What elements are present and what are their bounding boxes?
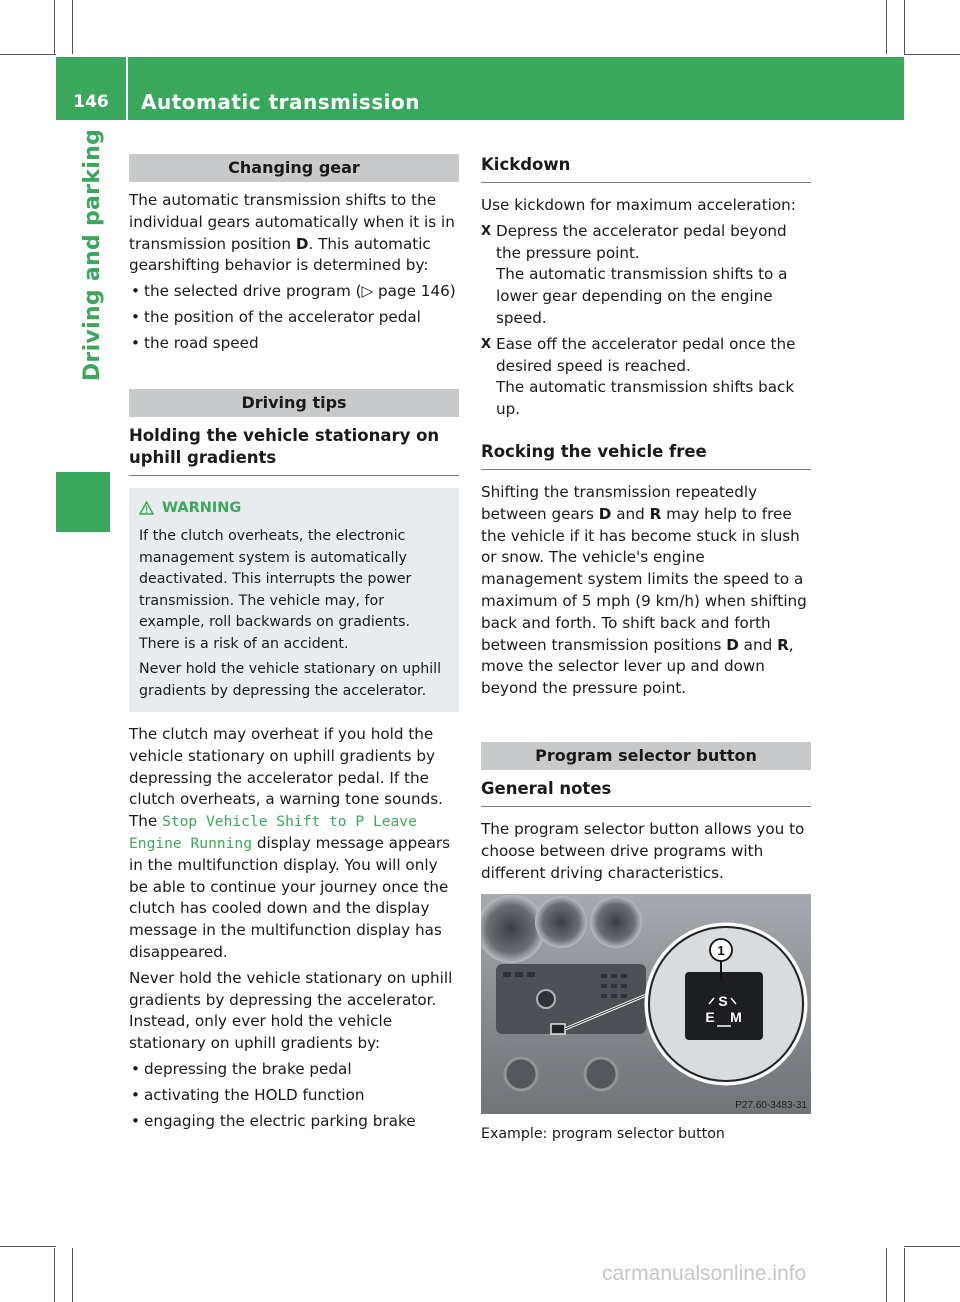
warning-title: WARNING bbox=[162, 499, 242, 516]
program-selector-text: The program selector button allows you to choose between drive programs with different driving characteristics. bbox=[481, 819, 805, 882]
page-number: 146 bbox=[73, 92, 109, 112]
instruction-step bbox=[481, 334, 811, 421]
crop-mark bbox=[886, 1248, 887, 1302]
left-column bbox=[129, 154, 459, 1132]
warning-triangle-icon bbox=[139, 501, 154, 523]
step-marker: X bbox=[481, 336, 492, 352]
step-action: Depress the accelerator pedal beyond the pressure point. bbox=[496, 221, 787, 262]
warning-text: If the clutch overheats, the electronic management system is automatically deactivated. This interrupts the power transmission. The vehicle may, for example, roll backwards on gradients. There is a risk of an accident. bbox=[139, 528, 412, 652]
page-title: Automatic transmission bbox=[141, 90, 420, 114]
crop-mark bbox=[0, 54, 56, 55]
dashboard-illustration bbox=[481, 894, 811, 1114]
crop-mark bbox=[54, 1248, 55, 1302]
crop-mark bbox=[904, 1248, 905, 1302]
figure-caption: Example: program selector button bbox=[481, 1126, 725, 1143]
callout-number: 1 bbox=[717, 943, 725, 959]
right-column bbox=[481, 154, 811, 1146]
body-text: display message appears in the multifunction display. You will only be able to continue your journey once the clutch has cooled down and the display message in the multifunction display has disappeared. bbox=[129, 834, 451, 962]
subheading-kickdown: Kickdown bbox=[481, 154, 811, 183]
body-text: , move the selector lever up and down beyond the pressure point. bbox=[481, 635, 794, 698]
body-text: may help to free the vehicle if it has become stuck in slush or snow. The vehicle's engine management system limits the speed to a maximum of 5 mph (9 km/h) when shifting back and forth. To shift back and forth between transmission positions bbox=[481, 504, 807, 654]
body-text: Shifting the transmission repeatedly between gears bbox=[481, 482, 758, 523]
crop-mark bbox=[904, 0, 905, 54]
section-heading-program-selector: Program selector button bbox=[481, 742, 811, 770]
crop-mark bbox=[72, 0, 73, 54]
list-item: • engaging the electric parking brake bbox=[129, 1111, 459, 1133]
header-divider bbox=[126, 57, 128, 120]
crop-mark bbox=[886, 0, 887, 54]
section-heading-changing-gear: Changing gear bbox=[129, 154, 459, 182]
warning-header bbox=[139, 498, 451, 523]
list-item: • depressing the brake pedal bbox=[129, 1059, 459, 1081]
kickdown-intro: Use kickdown for maximum acceleration: bbox=[481, 196, 796, 214]
intro-text: The automatic transmission shifts to the individual gears automatically when it is in transmission position bbox=[129, 191, 455, 253]
crop-mark bbox=[72, 1248, 73, 1302]
crop-mark bbox=[904, 54, 960, 55]
button-label-m: M bbox=[730, 1009, 742, 1026]
list-item: • the position of the accelerator pedal bbox=[129, 307, 459, 329]
warning-text: Never hold the vehicle stationary on uphill gradients by depressing the accelerator. bbox=[139, 661, 442, 699]
crop-mark bbox=[0, 1246, 56, 1247]
stationary-paragraph: Never hold the vehicle stationary on uphill gradients by depressing the accelerator. Instead, only ever hold the vehicle stationary on uphill gradients by: bbox=[129, 968, 453, 1053]
body-text: and bbox=[738, 635, 778, 654]
list-item: • the selected drive program (▷ page 146) bbox=[129, 281, 459, 303]
body-text: and bbox=[611, 504, 650, 523]
list-item: • activating the HOLD function bbox=[129, 1085, 459, 1107]
figure-code: P27.60-3483-31 bbox=[735, 1100, 807, 1112]
subheading-general-notes: General notes bbox=[481, 778, 811, 807]
gear-d: D bbox=[726, 635, 739, 654]
crop-mark bbox=[54, 0, 55, 54]
step-marker: X bbox=[481, 223, 492, 239]
gear-d: D bbox=[598, 504, 612, 523]
gear-d: D bbox=[295, 234, 309, 253]
subheading-rocking: Rocking the vehicle free bbox=[481, 441, 811, 470]
crop-mark bbox=[904, 1246, 960, 1247]
warning-box bbox=[129, 488, 459, 713]
side-tab-marker bbox=[56, 472, 110, 532]
program-selector-photo bbox=[481, 894, 811, 1114]
button-label-s: S bbox=[718, 993, 728, 1010]
step-result: The automatic transmission shifts back up. bbox=[496, 378, 795, 419]
instruction-step bbox=[481, 221, 811, 330]
changing-gear-intro bbox=[129, 190, 459, 277]
list-item: • the road speed bbox=[129, 333, 459, 355]
display-message: Stop Vehicle Shift to P Leave Engine Running bbox=[129, 813, 417, 853]
watermark: carmanualsonline.info bbox=[602, 1262, 807, 1285]
step-result: The automatic transmission shifts to a lower gear depending on the engine speed. bbox=[496, 265, 788, 327]
clutch-overheat-paragraph bbox=[129, 724, 459, 964]
gear-r: R bbox=[777, 635, 789, 654]
body-text: The clutch may overheat if you hold the vehicle stationary on uphill gradients by depressing the accelerator pedal. If the clutch overheats, a warning tone sounds. The bbox=[129, 725, 444, 831]
button-label-e: E bbox=[705, 1009, 715, 1026]
intro-text: . This automatic gearshifting behavior is determined by: bbox=[129, 234, 431, 275]
step-action: Ease off the accelerator pedal once the desired speed is reached. bbox=[496, 334, 796, 375]
subheading-holding-stationary: Holding the vehicle stationary on uphill gradients bbox=[129, 425, 459, 476]
gear-r: R bbox=[649, 504, 662, 523]
section-heading-driving-tips: Driving tips bbox=[129, 389, 459, 417]
side-tab-label: Driving and parking bbox=[80, 128, 105, 382]
rocking-paragraph bbox=[481, 482, 811, 700]
